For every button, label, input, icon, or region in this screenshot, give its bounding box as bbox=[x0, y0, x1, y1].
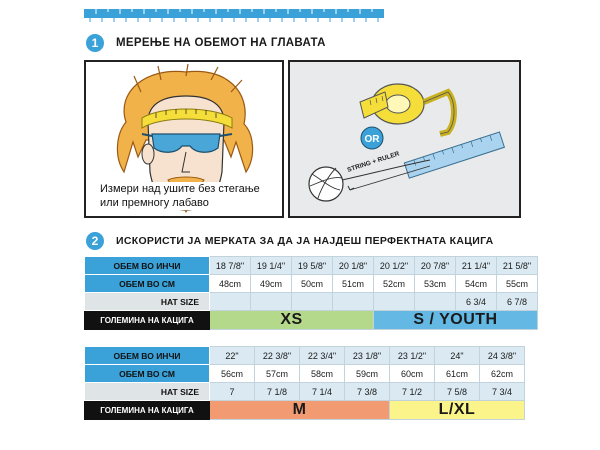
inches-cell: 20 1/2" bbox=[374, 257, 415, 275]
cm-cell: 54cm bbox=[456, 275, 497, 293]
hat-row bbox=[85, 293, 538, 311]
cm-cell: 53cm bbox=[415, 275, 456, 293]
inches-cell: 23 1/2" bbox=[390, 347, 435, 365]
measure-caption bbox=[100, 182, 260, 210]
row-label-cm: ОБЕМ ВО СМ bbox=[85, 365, 210, 383]
inches-row bbox=[85, 257, 538, 275]
helmet-size-row bbox=[85, 311, 538, 330]
cm-cell: 56cm bbox=[210, 365, 255, 383]
hat-cell bbox=[210, 293, 251, 311]
hat-cell bbox=[292, 293, 333, 311]
inches-cell: 23 1/8" bbox=[345, 347, 390, 365]
hat-cell: 6 7/8 bbox=[497, 293, 538, 311]
inches-cell: 24" bbox=[435, 347, 480, 365]
cm-cell: 52cm bbox=[374, 275, 415, 293]
inches-cell: 20 1/8" bbox=[333, 257, 374, 275]
cm-cell: 58cm bbox=[300, 365, 345, 383]
hat-cell: 6 3/4 bbox=[456, 293, 497, 311]
hat-cell bbox=[333, 293, 374, 311]
hat-cell bbox=[374, 293, 415, 311]
cm-cell: 49cm bbox=[251, 275, 292, 293]
cm-cell: 51cm bbox=[333, 275, 374, 293]
inches-cell: 21 1/4" bbox=[456, 257, 497, 275]
cm-cell: 59cm bbox=[345, 365, 390, 383]
cm-cell: 48cm bbox=[210, 275, 251, 293]
helmet-size-row bbox=[85, 401, 525, 420]
inches-cell: 22" bbox=[210, 347, 255, 365]
cm-row bbox=[85, 365, 525, 383]
cm-cell: 50cm bbox=[292, 275, 333, 293]
head-measure-panel bbox=[84, 60, 284, 218]
hat-cell: 7 1/4 bbox=[300, 383, 345, 401]
hat-cell: 7 bbox=[210, 383, 255, 401]
step-2-header bbox=[86, 232, 494, 250]
inches-cell: 24 3/8" bbox=[480, 347, 525, 365]
cm-cell: 61cm bbox=[435, 365, 480, 383]
hat-cell: 7 5/8 bbox=[435, 383, 480, 401]
cm-cell: 60cm bbox=[390, 365, 435, 383]
hat-cell bbox=[415, 293, 456, 311]
inches-cell: 22 3/8" bbox=[255, 347, 300, 365]
ruler-decoration bbox=[84, 6, 384, 22]
size-group-m: M bbox=[210, 401, 390, 420]
cm-cell: 62cm bbox=[480, 365, 525, 383]
size-table-large bbox=[84, 346, 525, 420]
inches-cell: 22 3/4" bbox=[300, 347, 345, 365]
size-group-l-xl: L/XL bbox=[390, 401, 525, 420]
row-label-inches: ОБЕМ ВО ИНЧИ bbox=[85, 347, 210, 365]
hat-cell: 7 3/8 bbox=[345, 383, 390, 401]
inches-row bbox=[85, 347, 525, 365]
step-1-title: МЕРЕЊЕ НА ОБЕМОТ НА ГЛАВАТА bbox=[116, 37, 326, 49]
cm-cell: 57cm bbox=[255, 365, 300, 383]
row-label-cm: ОБЕМ ВО СМ bbox=[85, 275, 210, 293]
row-label-hat: HAT SIZE bbox=[85, 293, 210, 311]
step-1-header bbox=[86, 34, 326, 52]
row-label-helmet: ГОЛЕМИНА НА КАЦИГА bbox=[85, 311, 210, 330]
hat-row bbox=[85, 383, 525, 401]
measure-caption-line2: или премногу лабаво bbox=[100, 197, 209, 209]
inches-cell: 19 1/4" bbox=[251, 257, 292, 275]
inches-cell: 18 7/8" bbox=[210, 257, 251, 275]
cm-row bbox=[85, 275, 538, 293]
cm-cell: 55cm bbox=[497, 275, 538, 293]
hat-cell: 7 1/2 bbox=[390, 383, 435, 401]
step-1-badge: 1 bbox=[86, 34, 104, 52]
inches-cell: 19 5/8" bbox=[292, 257, 333, 275]
or-label: OR bbox=[364, 134, 380, 145]
hat-cell bbox=[251, 293, 292, 311]
measure-caption-line1: Измери над ушите без стегање bbox=[100, 183, 260, 195]
step-2-title: ИСКОРИСТИ ЈА МЕРКАТА ЗА ДА ЈА НАЈДЕШ ПЕРФЕКТНАТА КАЦИГА bbox=[116, 235, 494, 247]
row-label-helmet: ГОЛЕМИНА НА КАЦИГА bbox=[85, 401, 210, 420]
size-group-xs: XS bbox=[210, 311, 374, 330]
step-2-badge: 2 bbox=[86, 232, 104, 250]
size-table-small bbox=[84, 256, 538, 330]
tools-panel bbox=[288, 60, 521, 218]
inches-cell: 20 7/8" bbox=[415, 257, 456, 275]
string-ruler-label: STRING + RULER bbox=[346, 150, 401, 174]
row-label-inches: ОБЕМ ВО ИНЧИ bbox=[85, 257, 210, 275]
measuring-tools-illustration bbox=[290, 62, 519, 216]
hat-cell: 7 1/8 bbox=[255, 383, 300, 401]
row-label-hat: HAT SIZE bbox=[85, 383, 210, 401]
inches-cell: 21 5/8" bbox=[497, 257, 538, 275]
size-group-s-youth: S / YOUTH bbox=[374, 311, 538, 330]
hat-cell: 7 3/4 bbox=[480, 383, 525, 401]
